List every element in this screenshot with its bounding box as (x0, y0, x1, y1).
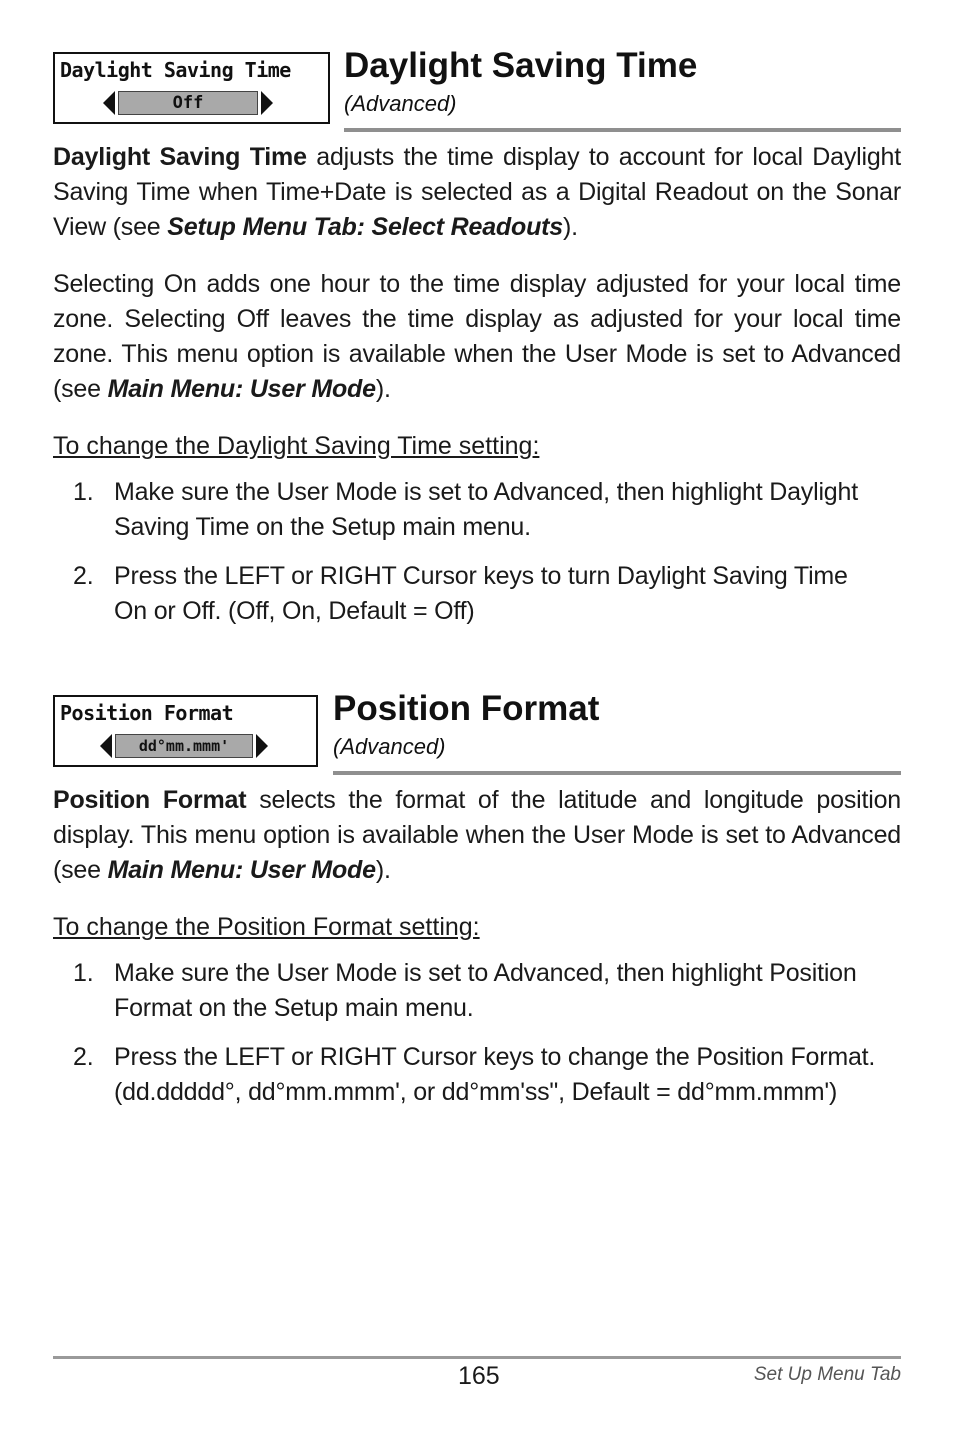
menu-value: dd°mm.mmm' (115, 734, 253, 758)
page-number: 165 (458, 1362, 500, 1390)
menu-screenshot (53, 695, 318, 767)
arrow-right-icon (256, 734, 268, 758)
section-title: Daylight Saving Time (344, 46, 698, 85)
paragraph-text: Selecting On adds one hour to the time display adjusted for your local time zone. Selecting Off leaves the time display as adjusted for your local time zone. This menu option is available when the User Mode is set to Advanced (see (53, 270, 901, 403)
menu-selector (100, 733, 268, 759)
arrow-left-icon (103, 91, 115, 115)
paragraph-text: adjusts the time display to account for local Daylight Saving Time when Time+Date is selected as a Digital Readout on the Sonar View (see (53, 143, 901, 241)
procedure-steps (53, 475, 901, 629)
section-header (53, 689, 901, 775)
title-block (333, 689, 599, 761)
section-subtitle: (Advanced) (333, 734, 446, 759)
menu-label: Position Format (60, 701, 234, 725)
step-number: 2. (73, 562, 94, 590)
paragraph (53, 783, 901, 888)
menu-label: Daylight Saving Time (60, 58, 291, 82)
paragraph-text: ). (375, 375, 391, 403)
section-position-format (53, 689, 901, 1110)
list-item (53, 956, 874, 1026)
section-header (53, 46, 901, 132)
term-bold: Daylight Saving Time (53, 143, 307, 171)
title-block (344, 46, 697, 118)
list-item (53, 1040, 901, 1110)
step-text: Make sure the User Mode is set to Advanced, then highlight Daylight Saving Time on the Setup main menu. (114, 478, 858, 541)
step-number: 1. (73, 478, 94, 506)
procedure-steps (53, 956, 901, 1110)
menu-value: Off (118, 91, 258, 115)
cross-reference: Main Menu: User Mode (107, 375, 376, 403)
title-rule (333, 771, 901, 775)
arrow-right-icon (261, 91, 273, 115)
step-text: Press the LEFT or RIGHT Cursor keys to turn Daylight Saving Time On or Off. (Off, On, Default = Off) (114, 562, 848, 625)
section-title: Position Format (333, 689, 600, 728)
menu-screenshot (53, 52, 330, 124)
cross-reference: Setup Menu Tab: Select Readouts (167, 213, 563, 241)
menu-selector (103, 90, 273, 116)
paragraph-text: ). (562, 213, 578, 241)
step-text: Make sure the User Mode is set to Advanced, then highlight Position Format on the Setup main menu. (114, 959, 857, 1022)
paragraph-text: ). (375, 856, 391, 884)
paragraph (53, 267, 901, 407)
procedure-heading: To change the Position Format setting: (53, 913, 480, 941)
step-number: 2. (73, 1043, 94, 1071)
title-rule (344, 128, 901, 132)
step-number: 1. (73, 959, 94, 987)
paragraph-text: selects the format of the latitude and longitude position display. This menu option is available when the User Mode is set to Advanced (see (53, 786, 901, 884)
footer-rule (53, 1356, 901, 1359)
step-text: Press the LEFT or RIGHT Cursor keys to change the Position Format. (dd.ddddd°, dd°mm.mmm', or dd°mm'ss", Default = dd°mm.mmm') (114, 1043, 876, 1106)
list-item (53, 475, 874, 545)
section-daylight-saving-time (53, 46, 901, 629)
arrow-left-icon (100, 734, 112, 758)
procedure-heading: To change the Daylight Saving Time setting: (53, 432, 540, 460)
footer-section-name: Set Up Menu Tab (753, 1364, 901, 1385)
term-bold: Position Format (53, 786, 247, 814)
cross-reference: Main Menu: User Mode (107, 856, 376, 884)
section-subtitle: (Advanced) (344, 91, 457, 116)
paragraph (53, 140, 901, 245)
list-item (53, 559, 874, 629)
